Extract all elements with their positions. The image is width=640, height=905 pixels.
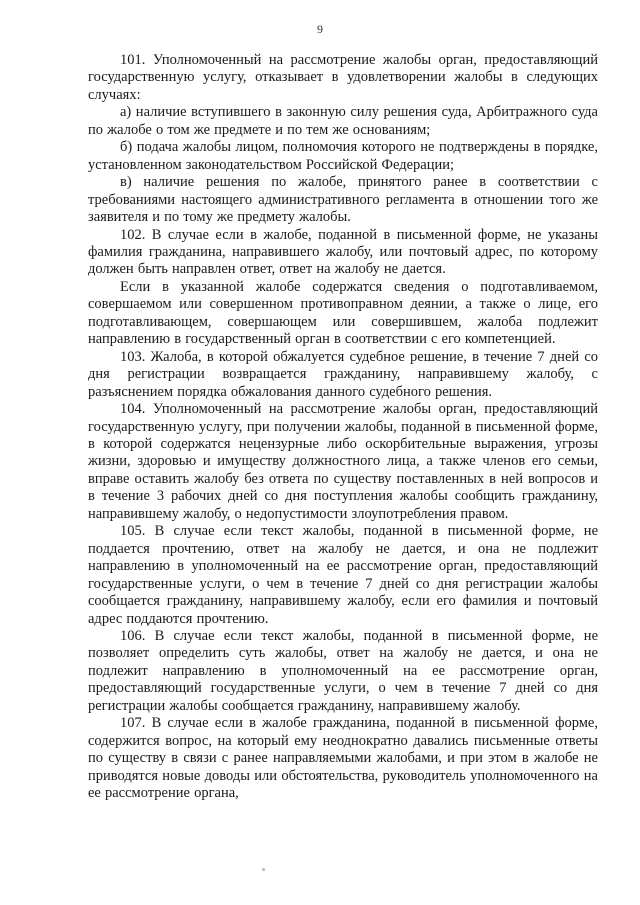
paragraph-103: 103. Жалоба, в которой обжалуется судебное решение, в течение 7 дней со дня регистрации возвращается гражданину, направившему жалобу, с разъяснением порядка обжалования данного судебного решения. xyxy=(88,348,598,400)
paragraph-101-v: в) наличие решения по жалобе, принятого ранее в соответствии с требованиями настоящего административного регламента в отношении того же заявителя и по тому же предмету жалобы. xyxy=(88,174,598,226)
paragraph-101-b: б) подача жалобы лицом, полномочия которого не подтверждены в порядке, установленном законодательством Российской Федерации; xyxy=(88,139,598,173)
paragraph-105: 105. В случае если текст жалобы, поданной в письменной форме, не поддается прочтению, ответ на жалобу не дается, и она не подлежит направлению в уполномоченный на ее рассмотрение орган, предоставляющий государственные услуги, о чем в течение 7 дней со дня регистрации жалобы сообщается гражданину, направившему жалобу, если его фамилия и почтовый адрес поддаются прочтению. xyxy=(88,523,598,627)
paragraph-101-a: а) наличие вступившего в законную силу решения суда, Арбитражного суда по жалобе о том же предмете и по тем же основаниям; xyxy=(88,104,598,138)
paragraph-102: 102. В случае если в жалобе, поданной в письменной форме, не указаны фамилия гражданина, направившего жалобу, или почтовый адрес, по которому должен быть направлен ответ, ответ на жалобу не дается. xyxy=(88,226,598,278)
page-number: 9 xyxy=(317,22,323,36)
paragraph-107: 107. В случае если в жалобе гражданина, поданной в письменной форме, содержится вопрос, на который ему неоднократно давались письменные ответы по существу в связи с ранее направляемыми жалобами, и при этом в жалобе не приводятся новые доводы или обстоятельства, руководитель уполномоченного на ее рассмотрение органа, xyxy=(88,715,598,802)
paragraph-104: 104. Уполномоченный на рассмотрение жалобы орган, предоставляющий государственную услугу, при получении жалобы, поданной в письменной форме, в которой содержатся нецензурные либо оскорбительные выражения, угрозы жизни, здоровью и имуществу должностного лица, а также членов его семьи, вправе оставить жалобу без ответа по существу поставленных в ней вопросов и в течение 3 рабочих дней со дня поступления жалобы сообщить гражданину, направившему жалобу, о недопустимости злоупотребления правом. xyxy=(88,401,598,522)
paragraph-102-continued: Если в указанной жалобе содержатся сведения о подготавливаемом, совершаемом или совершенном противоправном деянии, а также о лице, его подготавливающем, совершающем или совершившем, жалоба подлежит направлению в государственный орган в соответствии с его компетенцией. xyxy=(88,278,598,348)
document-body xyxy=(88,52,598,802)
paragraph-106: 106. В случае если текст жалобы, поданной в письменной форме, не позволяет определить суть жалобы, ответ на жалобу не дается, и она не подлежит направлению в уполномоченный на ее рассмотрение орган, предоставляющий государственные услуги, о чем в течение 7 дней со дня регистрации жалобы сообщается гражданину, направившему жалобу. xyxy=(88,627,598,714)
scan-speck xyxy=(262,868,265,871)
paragraph-101: 101. Уполномоченный на рассмотрение жалобы орган, предоставляющий государственную услугу, отказывает в удовлетворении жалобы в следующих случаях: xyxy=(88,52,598,103)
